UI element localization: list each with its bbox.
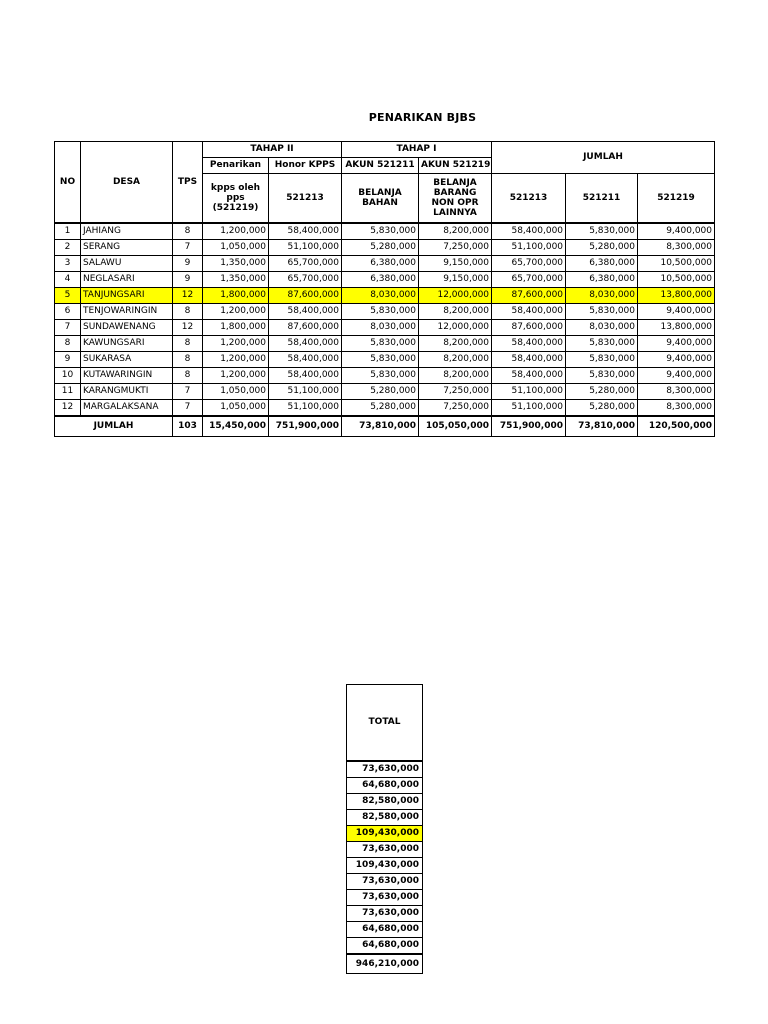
cell-a521211: 5,830,000 bbox=[342, 336, 419, 352]
table-row bbox=[55, 240, 715, 256]
cell-kpps: 1,350,000 bbox=[203, 256, 269, 272]
cell-j521219: 13,800,000 bbox=[638, 288, 715, 304]
cell-no: 6 bbox=[55, 304, 81, 320]
cell-a521219: 7,250,000 bbox=[419, 400, 492, 417]
grand-total: 946,210,000 bbox=[347, 954, 423, 974]
total-j521213: 751,900,000 bbox=[492, 416, 566, 437]
cell-a521211: 8,030,000 bbox=[342, 288, 419, 304]
total-table-row bbox=[347, 810, 423, 826]
cell-honor: 58,400,000 bbox=[269, 352, 342, 368]
cell-j521219: 9,400,000 bbox=[638, 304, 715, 320]
cell-a521211: 5,280,000 bbox=[342, 384, 419, 400]
total-table-body bbox=[347, 761, 423, 954]
cell-a521211: 5,830,000 bbox=[342, 223, 419, 240]
cell-a521219: 9,150,000 bbox=[419, 272, 492, 288]
cell-honor: 58,400,000 bbox=[269, 336, 342, 352]
cell-j521213: 51,100,000 bbox=[492, 400, 566, 417]
cell-a521211: 5,830,000 bbox=[342, 368, 419, 384]
total-value: 73,630,000 bbox=[347, 906, 423, 922]
cell-no: 7 bbox=[55, 320, 81, 336]
cell-desa: KARANGMUKTI bbox=[81, 384, 173, 400]
header-tahap-2: TAHAP II bbox=[203, 142, 342, 158]
cell-no: 10 bbox=[55, 368, 81, 384]
header-jumlah-521219: 521219 bbox=[638, 174, 715, 224]
total-a521211: 73,810,000 bbox=[342, 416, 419, 437]
cell-j521219: 9,400,000 bbox=[638, 368, 715, 384]
header-tps: TPS bbox=[173, 142, 203, 224]
total-label: JUMLAH bbox=[55, 416, 173, 437]
total-value: 73,630,000 bbox=[347, 890, 423, 906]
cell-tps: 7 bbox=[173, 240, 203, 256]
cell-desa: KAWUNGSARI bbox=[81, 336, 173, 352]
header-tahap-1: TAHAP I bbox=[342, 142, 492, 158]
cell-j521211: 5,830,000 bbox=[566, 223, 638, 240]
total-table-row bbox=[347, 922, 423, 938]
cell-no: 3 bbox=[55, 256, 81, 272]
total-table-row bbox=[347, 874, 423, 890]
total-value: 73,630,000 bbox=[347, 874, 423, 890]
cell-tps: 8 bbox=[173, 223, 203, 240]
cell-honor: 65,700,000 bbox=[269, 256, 342, 272]
cell-j521213: 58,400,000 bbox=[492, 368, 566, 384]
table-row bbox=[55, 352, 715, 368]
cell-tps: 8 bbox=[173, 304, 203, 320]
cell-a521211: 5,830,000 bbox=[342, 304, 419, 320]
cell-j521213: 58,400,000 bbox=[492, 336, 566, 352]
total-value: 64,680,000 bbox=[347, 938, 423, 955]
cell-j521219: 9,400,000 bbox=[638, 352, 715, 368]
cell-tps: 12 bbox=[173, 288, 203, 304]
header-no: NO bbox=[55, 142, 81, 224]
table-row bbox=[55, 256, 715, 272]
table-row bbox=[55, 400, 715, 417]
cell-j521219: 9,400,000 bbox=[638, 223, 715, 240]
cell-no: 4 bbox=[55, 272, 81, 288]
total-value: 109,430,000 bbox=[347, 826, 423, 842]
cell-j521213: 51,100,000 bbox=[492, 240, 566, 256]
cell-kpps: 1,350,000 bbox=[203, 272, 269, 288]
total-table-row bbox=[347, 938, 423, 955]
cell-desa: SERANG bbox=[81, 240, 173, 256]
header-belanja-barang: BELANJA BARANG NON OPR LAINNYA bbox=[419, 174, 492, 224]
header-code-521213: 521213 bbox=[269, 174, 342, 224]
total-value: 73,630,000 bbox=[347, 842, 423, 858]
cell-kpps: 1,050,000 bbox=[203, 400, 269, 417]
header-honor-kpps: Honor KPPS bbox=[269, 158, 342, 174]
table-row bbox=[55, 336, 715, 352]
total-value: 109,430,000 bbox=[347, 858, 423, 874]
cell-tps: 7 bbox=[173, 384, 203, 400]
cell-desa: NEGLASARI bbox=[81, 272, 173, 288]
penarikan-table bbox=[54, 141, 715, 437]
cell-no: 1 bbox=[55, 223, 81, 240]
header-jumlah-521213: 521213 bbox=[492, 174, 566, 224]
table-row bbox=[55, 223, 715, 240]
cell-desa: KUTAWARINGIN bbox=[81, 368, 173, 384]
cell-j521213: 58,400,000 bbox=[492, 304, 566, 320]
cell-j521211: 5,280,000 bbox=[566, 400, 638, 417]
cell-desa: MARGALAKSANA bbox=[81, 400, 173, 417]
cell-tps: 8 bbox=[173, 336, 203, 352]
header-jumlah-521211: 521211 bbox=[566, 174, 638, 224]
cell-no: 12 bbox=[55, 400, 81, 417]
total-table-row bbox=[347, 826, 423, 842]
total-value: 73,630,000 bbox=[347, 761, 423, 778]
cell-j521213: 87,600,000 bbox=[492, 320, 566, 336]
cell-honor: 87,600,000 bbox=[269, 320, 342, 336]
total-table-row bbox=[347, 906, 423, 922]
total-table bbox=[346, 684, 423, 974]
cell-j521211: 8,030,000 bbox=[566, 288, 638, 304]
cell-a521219: 7,250,000 bbox=[419, 240, 492, 256]
cell-tps: 12 bbox=[173, 320, 203, 336]
cell-j521213: 58,400,000 bbox=[492, 352, 566, 368]
cell-a521219: 8,200,000 bbox=[419, 352, 492, 368]
cell-a521219: 12,000,000 bbox=[419, 320, 492, 336]
total-table-row bbox=[347, 761, 423, 778]
cell-a521211: 6,380,000 bbox=[342, 272, 419, 288]
cell-j521213: 51,100,000 bbox=[492, 384, 566, 400]
total-table-row bbox=[347, 842, 423, 858]
cell-j521211: 6,380,000 bbox=[566, 272, 638, 288]
table-row bbox=[55, 368, 715, 384]
header-akun-521219: AKUN 521219 bbox=[419, 158, 492, 174]
cell-desa: SUKARASA bbox=[81, 352, 173, 368]
total-honor: 751,900,000 bbox=[269, 416, 342, 437]
cell-j521219: 8,300,000 bbox=[638, 384, 715, 400]
total-j521219: 120,500,000 bbox=[638, 416, 715, 437]
total-a521219: 105,050,000 bbox=[419, 416, 492, 437]
total-row bbox=[55, 416, 715, 437]
cell-a521211: 6,380,000 bbox=[342, 256, 419, 272]
total-kpps: 15,450,000 bbox=[203, 416, 269, 437]
cell-j521219: 9,400,000 bbox=[638, 336, 715, 352]
header-kpps-oleh-pps: kpps oleh pps (521219) bbox=[203, 174, 269, 224]
cell-tps: 7 bbox=[173, 400, 203, 417]
cell-j521211: 5,280,000 bbox=[566, 384, 638, 400]
cell-honor: 58,400,000 bbox=[269, 368, 342, 384]
cell-a521219: 8,200,000 bbox=[419, 336, 492, 352]
cell-no: 11 bbox=[55, 384, 81, 400]
cell-no: 5 bbox=[55, 288, 81, 304]
total-value: 64,680,000 bbox=[347, 778, 423, 794]
total-j521211: 73,810,000 bbox=[566, 416, 638, 437]
total-table-row bbox=[347, 794, 423, 810]
page-title: PENARIKAN BJBS bbox=[368, 111, 477, 124]
cell-honor: 87,600,000 bbox=[269, 288, 342, 304]
cell-j521211: 5,830,000 bbox=[566, 336, 638, 352]
cell-a521219: 8,200,000 bbox=[419, 368, 492, 384]
table-row bbox=[55, 304, 715, 320]
cell-no: 2 bbox=[55, 240, 81, 256]
cell-kpps: 1,050,000 bbox=[203, 240, 269, 256]
cell-kpps: 1,200,000 bbox=[203, 223, 269, 240]
total-table-row bbox=[347, 890, 423, 906]
cell-j521219: 10,500,000 bbox=[638, 272, 715, 288]
cell-j521219: 8,300,000 bbox=[638, 240, 715, 256]
cell-a521219: 8,200,000 bbox=[419, 304, 492, 320]
cell-tps: 9 bbox=[173, 272, 203, 288]
header-desa: DESA bbox=[81, 142, 173, 224]
table-body bbox=[55, 223, 715, 416]
cell-kpps: 1,200,000 bbox=[203, 368, 269, 384]
cell-kpps: 1,200,000 bbox=[203, 304, 269, 320]
cell-j521211: 5,830,000 bbox=[566, 368, 638, 384]
cell-honor: 51,100,000 bbox=[269, 384, 342, 400]
cell-a521211: 8,030,000 bbox=[342, 320, 419, 336]
cell-j521213: 87,600,000 bbox=[492, 288, 566, 304]
total-table-header: TOTAL bbox=[347, 685, 423, 762]
cell-kpps: 1,200,000 bbox=[203, 336, 269, 352]
cell-tps: 9 bbox=[173, 256, 203, 272]
cell-desa: JAHIANG bbox=[81, 223, 173, 240]
total-value: 64,680,000 bbox=[347, 922, 423, 938]
cell-j521211: 5,280,000 bbox=[566, 240, 638, 256]
cell-j521211: 5,830,000 bbox=[566, 304, 638, 320]
cell-j521211: 5,830,000 bbox=[566, 352, 638, 368]
table-row bbox=[55, 320, 715, 336]
cell-a521211: 5,830,000 bbox=[342, 352, 419, 368]
cell-tps: 8 bbox=[173, 368, 203, 384]
cell-j521211: 6,380,000 bbox=[566, 256, 638, 272]
cell-honor: 51,100,000 bbox=[269, 240, 342, 256]
header-belanja-bahan: BELANJA BAHAN bbox=[342, 174, 419, 224]
cell-a521219: 8,200,000 bbox=[419, 223, 492, 240]
cell-honor: 51,100,000 bbox=[269, 400, 342, 417]
cell-kpps: 1,800,000 bbox=[203, 320, 269, 336]
cell-no: 9 bbox=[55, 352, 81, 368]
header-penarikan: Penarikan bbox=[203, 158, 269, 174]
cell-a521219: 9,150,000 bbox=[419, 256, 492, 272]
total-tps: 103 bbox=[173, 416, 203, 437]
header-jumlah: JUMLAH bbox=[492, 142, 715, 174]
cell-j521213: 65,700,000 bbox=[492, 256, 566, 272]
cell-honor: 58,400,000 bbox=[269, 223, 342, 240]
cell-a521211: 5,280,000 bbox=[342, 240, 419, 256]
cell-desa: TENJOWARINGIN bbox=[81, 304, 173, 320]
total-value: 82,580,000 bbox=[347, 810, 423, 826]
cell-tps: 8 bbox=[173, 352, 203, 368]
table-row bbox=[55, 272, 715, 288]
table-row bbox=[55, 288, 715, 304]
cell-j521213: 65,700,000 bbox=[492, 272, 566, 288]
cell-j521219: 8,300,000 bbox=[638, 400, 715, 417]
cell-j521211: 8,030,000 bbox=[566, 320, 638, 336]
cell-desa: SUNDAWENANG bbox=[81, 320, 173, 336]
total-value: 82,580,000 bbox=[347, 794, 423, 810]
cell-no: 8 bbox=[55, 336, 81, 352]
cell-kpps: 1,050,000 bbox=[203, 384, 269, 400]
cell-kpps: 1,800,000 bbox=[203, 288, 269, 304]
cell-kpps: 1,200,000 bbox=[203, 352, 269, 368]
cell-j521219: 10,500,000 bbox=[638, 256, 715, 272]
cell-honor: 65,700,000 bbox=[269, 272, 342, 288]
header-akun-521211: AKUN 521211 bbox=[342, 158, 419, 174]
cell-honor: 58,400,000 bbox=[269, 304, 342, 320]
total-table-row bbox=[347, 778, 423, 794]
cell-a521219: 12,000,000 bbox=[419, 288, 492, 304]
cell-a521211: 5,280,000 bbox=[342, 400, 419, 417]
table-row bbox=[55, 384, 715, 400]
cell-desa: SALAWU bbox=[81, 256, 173, 272]
cell-j521213: 58,400,000 bbox=[492, 223, 566, 240]
cell-j521219: 13,800,000 bbox=[638, 320, 715, 336]
cell-a521219: 7,250,000 bbox=[419, 384, 492, 400]
total-table-row bbox=[347, 858, 423, 874]
cell-desa: TANJUNGSARI bbox=[81, 288, 173, 304]
